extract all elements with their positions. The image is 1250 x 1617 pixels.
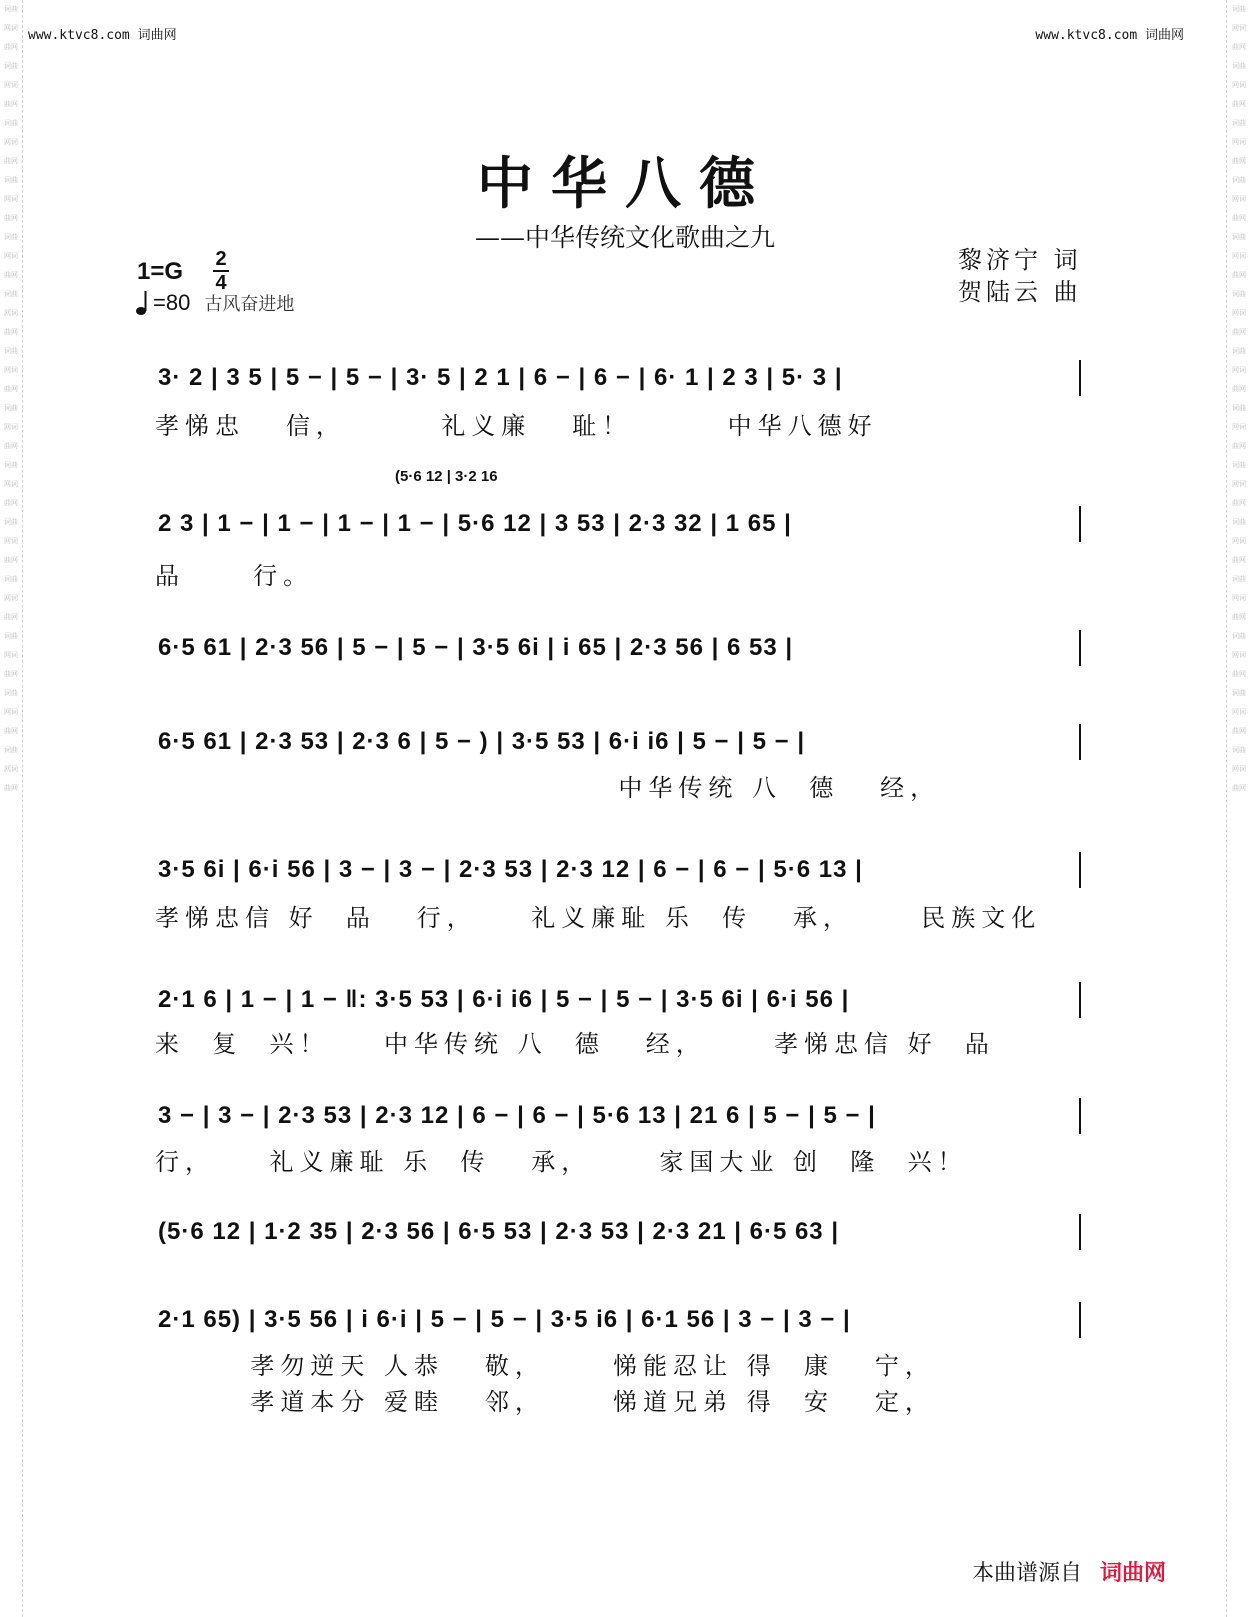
song-subtitle: ——中华传统文化歌曲之九 — [474, 223, 775, 252]
source-label: 本曲谱源自 — [971, 1561, 1082, 1586]
site-url-left[interactable]: www.ktvc8.com 词曲网 — [28, 28, 177, 43]
time-signature-top: 2 — [215, 248, 227, 270]
key-signature: 1=G — [137, 258, 184, 285]
time-signature — [213, 250, 229, 292]
score-line — [150, 722, 1085, 762]
lyric-line: 来 复 兴！ 中华传统 八 德 经， 孝悌忠信 好 品 — [155, 1030, 995, 1058]
side-watermark-right: 词曲网词曲网词曲网词曲网词曲网词曲网词曲网词曲网词曲网词曲网词曲网词曲网词曲网词曲网词曲网词曲网词曲网词曲网词曲网词曲网词曲网词曲网词曲网词曲网词曲网词曲网词曲网词曲网 — [1232, 5, 1246, 792]
end-barline — [150, 1300, 1085, 1340]
ornament-notation: (5·6 12 | 3·2 16 — [395, 468, 498, 485]
notation-text: 2 3 | 1 − | 1 − | 1 − | 1 − | 5·6 12 | 3 53 | 2·3 32 | 1 65 | — [158, 510, 792, 537]
score-line — [150, 504, 1085, 544]
end-barline — [150, 358, 1085, 398]
end-barline — [150, 980, 1085, 1020]
site-url-right[interactable]: www.ktvc8.com 词曲网 — [1035, 28, 1184, 43]
source-credit — [972, 1556, 1166, 1587]
lyric-line: 行， 礼义廉耻 乐 传 承， 家国大业 创 隆 兴！ — [155, 1148, 968, 1176]
lyric-line: 孝勿逆天 人恭 敬， 悌能忍让 得 康 宁， — [155, 1352, 935, 1380]
score-line — [150, 980, 1085, 1020]
notation-text: (5·6 12 | 1·2 35 | 2·3 56 | 6·5 53 | 2·3 53 | 2·3 21 | 6·5 63 | — [158, 1218, 840, 1245]
quarter-note-icon — [135, 290, 149, 316]
score-line — [150, 628, 1085, 668]
end-barline — [150, 722, 1085, 762]
tempo — [135, 290, 294, 316]
score-line — [150, 1212, 1085, 1252]
lyric-line: 品 行。 — [155, 562, 314, 590]
lyric-line: 孝悌忠信 好 品 行， 礼义廉耻 乐 传 承， 民族文化 — [155, 904, 1042, 932]
end-barline — [150, 1212, 1085, 1252]
song-title: 中华八德 — [477, 151, 773, 217]
lyric-line: 孝悌忠 信， 礼义廉 耻！ 中华八德好 — [155, 412, 878, 440]
end-barline — [150, 850, 1085, 890]
lyric-line: 中华传统 八 德 经， — [155, 774, 941, 802]
notation-text: 3· 2 | 3 5 | 5 − | 5 − | 3· 5 | 2 1 | 6 − | 6 − | 6· 1 | 2 3 | 5· 3 | — [158, 364, 843, 391]
side-watermark-left: 词曲网词曲网词曲网词曲网词曲网词曲网词曲网词曲网词曲网词曲网词曲网词曲网词曲网词曲网词曲网词曲网词曲网词曲网词曲网词曲网词曲网词曲网词曲网词曲网词曲网词曲网词曲网词曲网 — [4, 5, 18, 792]
notation-text: 2·1 65) | 3·5 56 | i 6·i | 5 − | 5 − | 3·5 i6 | 6·1 56 | 3 − | 3 − | — [158, 1306, 851, 1333]
score-line — [150, 1096, 1085, 1136]
composer-credit: 贺陆云 曲 — [958, 278, 1082, 306]
notation-text: 6·5 61 | 2·3 53 | 2·3 6 | 5 − ) | 3·5 53 | 6·i i6 | 5 − | 5 − | — [158, 728, 806, 755]
source-brand-link[interactable]: 词曲网 — [1099, 1561, 1166, 1586]
score-line — [150, 850, 1085, 890]
score-line — [150, 1300, 1085, 1340]
tempo-mark: 古风奋进地 — [204, 294, 295, 315]
end-barline — [150, 504, 1085, 544]
tempo-value: =80 — [153, 290, 191, 315]
notation-text: 6·5 61 | 2·3 56 | 5 − | 5 − | 3·5 6i | i 65 | 2·3 56 | 6 53 | — [158, 634, 794, 661]
end-barline — [150, 628, 1085, 668]
lyricist-credit: 黎济宁 词 — [958, 246, 1082, 274]
notation-text: 2·1 6 | 1 − | 1 − ‖: 3·5 53 | 6·i i6 | 5 − | 5 − | 3·5 6i | 6·i 56 | — [158, 986, 850, 1013]
notation-text: 3·5 6i | 6·i 56 | 3 − | 3 − | 2·3 53 | 2·3 12 | 6 − | 6 − | 5·6 13 | — [158, 856, 863, 883]
time-signature-bottom: 4 — [215, 272, 227, 294]
lyric-line: 孝道本分 爱睦 邻， 悌道兄弟 得 安 定， — [155, 1388, 935, 1416]
end-barline — [150, 1096, 1085, 1136]
notation-text: 3 − | 3 − | 2·3 53 | 2·3 12 | 6 − | 6 − | 5·6 13 | 21 6 | 5 − | 5 − | — [158, 1102, 876, 1129]
score-line — [150, 358, 1085, 398]
